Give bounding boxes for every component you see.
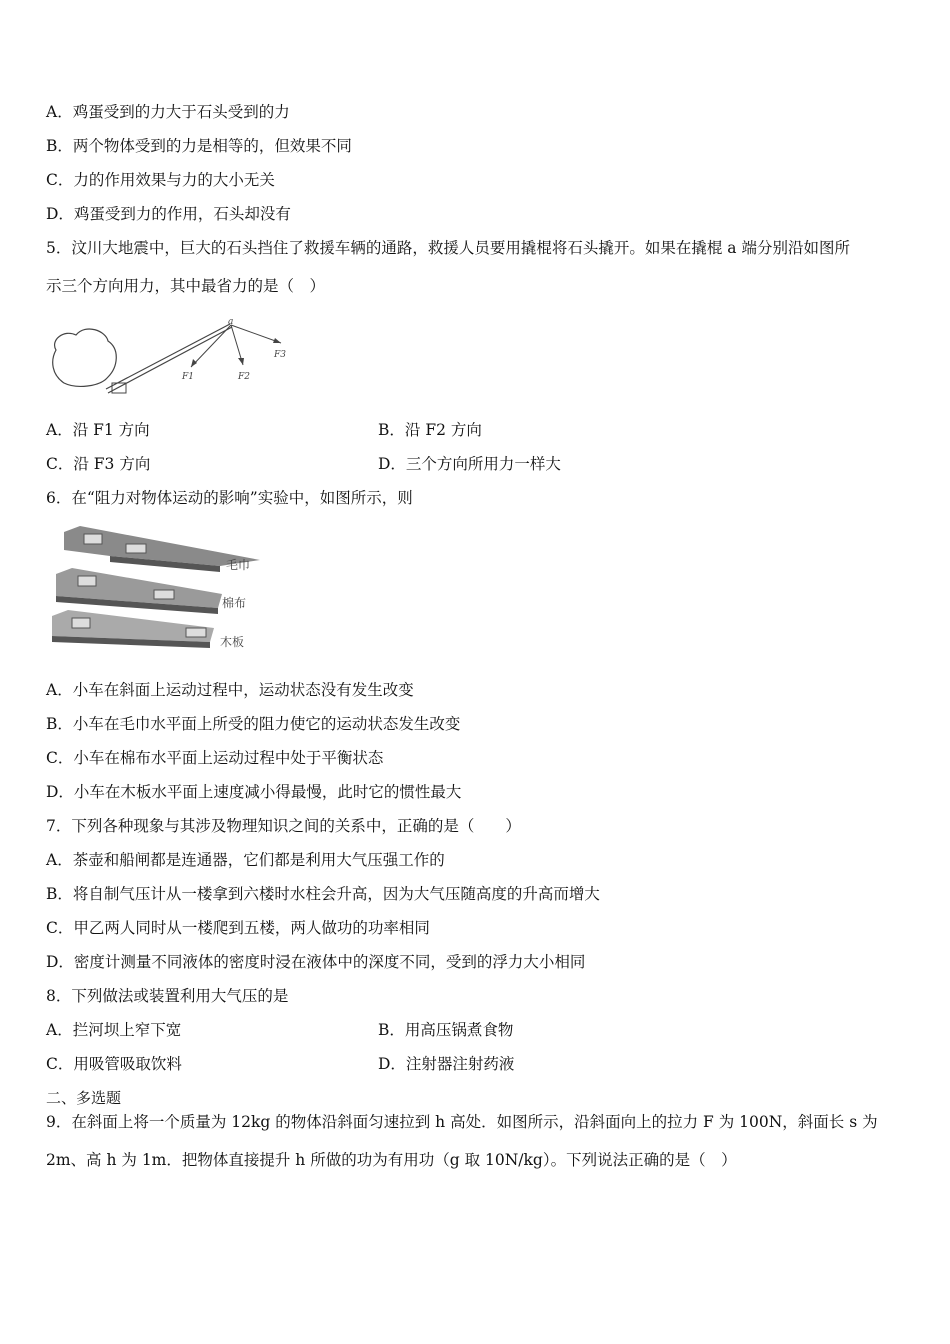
rock-shape xyxy=(53,329,117,386)
crowbar-line-top xyxy=(106,324,230,389)
label-f1: F1 xyxy=(182,372,194,382)
q8-option-d: D．注射器注射药液 xyxy=(378,1055,515,1073)
q5-option-b: B．沿 F2 方向 xyxy=(378,421,482,439)
q7-option-a: A．茶壶和船闸都是连通器，它们都是利用大气压强工作的 xyxy=(46,851,445,869)
q7-option-d: D．密度计测量不同液体的密度时浸在液体中的深度不同，受到的浮力大小相同 xyxy=(46,953,586,971)
q7-option-b: B．将自制气压计从一楼拿到六楼时水柱会升高，因为大气压随高度的升高而增大 xyxy=(46,885,600,903)
crowbar-figure xyxy=(46,315,296,400)
q8-option-c: C．用吸管吸取饮料 xyxy=(46,1055,182,1073)
label-wood: 木板 xyxy=(220,635,245,649)
ramp-experiment-figure xyxy=(50,522,270,657)
label-a: a xyxy=(228,317,234,327)
q5-stem-line1: 5．汶川大地震中，巨大的石头挡住了救援车辆的通路，救援人员要用撬棍将石头撬开。如果在撬棍 a 端分别沿如图所 xyxy=(46,239,850,257)
q6-stem: 6．在“阻力对物体运动的影响”实验中，如图所示，则 xyxy=(46,489,413,507)
q5-option-c: C．沿 F3 方向 xyxy=(46,455,151,473)
q9-stem-line1: 9．在斜面上将一个质量为 12kg 的物体沿斜面匀速拉到 h 高处．如图所示，沿斜面向上的拉力 F 为 100N，斜面长 s 为 xyxy=(46,1113,878,1131)
q9-stem-line2: 2m、高 h 为 1m．把物体直接提升 h 所做的功为有用功（g 取 10N/kg）。下列说法正确的是（ ） xyxy=(46,1151,737,1169)
q4-option-c: C．力的作用效果与力的大小无关 xyxy=(46,171,275,189)
q5-option-a: A．沿 F1 方向 xyxy=(46,421,150,439)
q6-option-b: B．小车在毛巾水平面上所受的阻力使它的运动状态发生改变 xyxy=(46,715,461,733)
q8-option-b: B．用高压锅煮食物 xyxy=(378,1021,514,1039)
label-towel: 毛巾 xyxy=(226,558,251,572)
q8-stem: 8．下列做法或装置利用大气压的是 xyxy=(46,987,289,1005)
q8-option-a: A．拦河坝上窄下宽 xyxy=(46,1021,182,1039)
q6-option-a: A．小车在斜面上运动过程中，运动状态没有发生改变 xyxy=(46,681,414,699)
q6-option-d: D．小车在木板水平面上速度减小得最慢，此时它的惯性最大 xyxy=(46,783,462,801)
section-title: 二、多选题 xyxy=(46,1089,122,1107)
q4-option-d: D．鸡蛋受到力的作用，石头却没有 xyxy=(46,205,291,223)
force-f3-arrow xyxy=(231,325,281,343)
q7-stem: 7．下列各种现象与其涉及物理知识之间的关系中，正确的是（ ） xyxy=(46,817,521,835)
q6-option-c: C．小车在棉布水平面上运动过程中处于平衡状态 xyxy=(46,749,384,767)
label-f2: F2 xyxy=(238,372,250,382)
label-f3: F3 xyxy=(274,350,286,360)
q4-option-b: B．两个物体受到的力是相等的，但效果不同 xyxy=(46,137,352,155)
q7-option-c: C．甲乙两人同时从一楼爬到五楼，两人做功的功率相同 xyxy=(46,919,430,937)
q5-option-d: D．三个方向所用力一样大 xyxy=(378,455,561,473)
label-cotton: 棉布 xyxy=(222,596,247,610)
crowbar-line-bottom xyxy=(108,327,232,393)
q5-stem-line2: 示三个方向用力，其中最省力的是（ ） xyxy=(46,277,326,295)
q4-option-a: A．鸡蛋受到的力大于石头受到的力 xyxy=(46,103,290,121)
